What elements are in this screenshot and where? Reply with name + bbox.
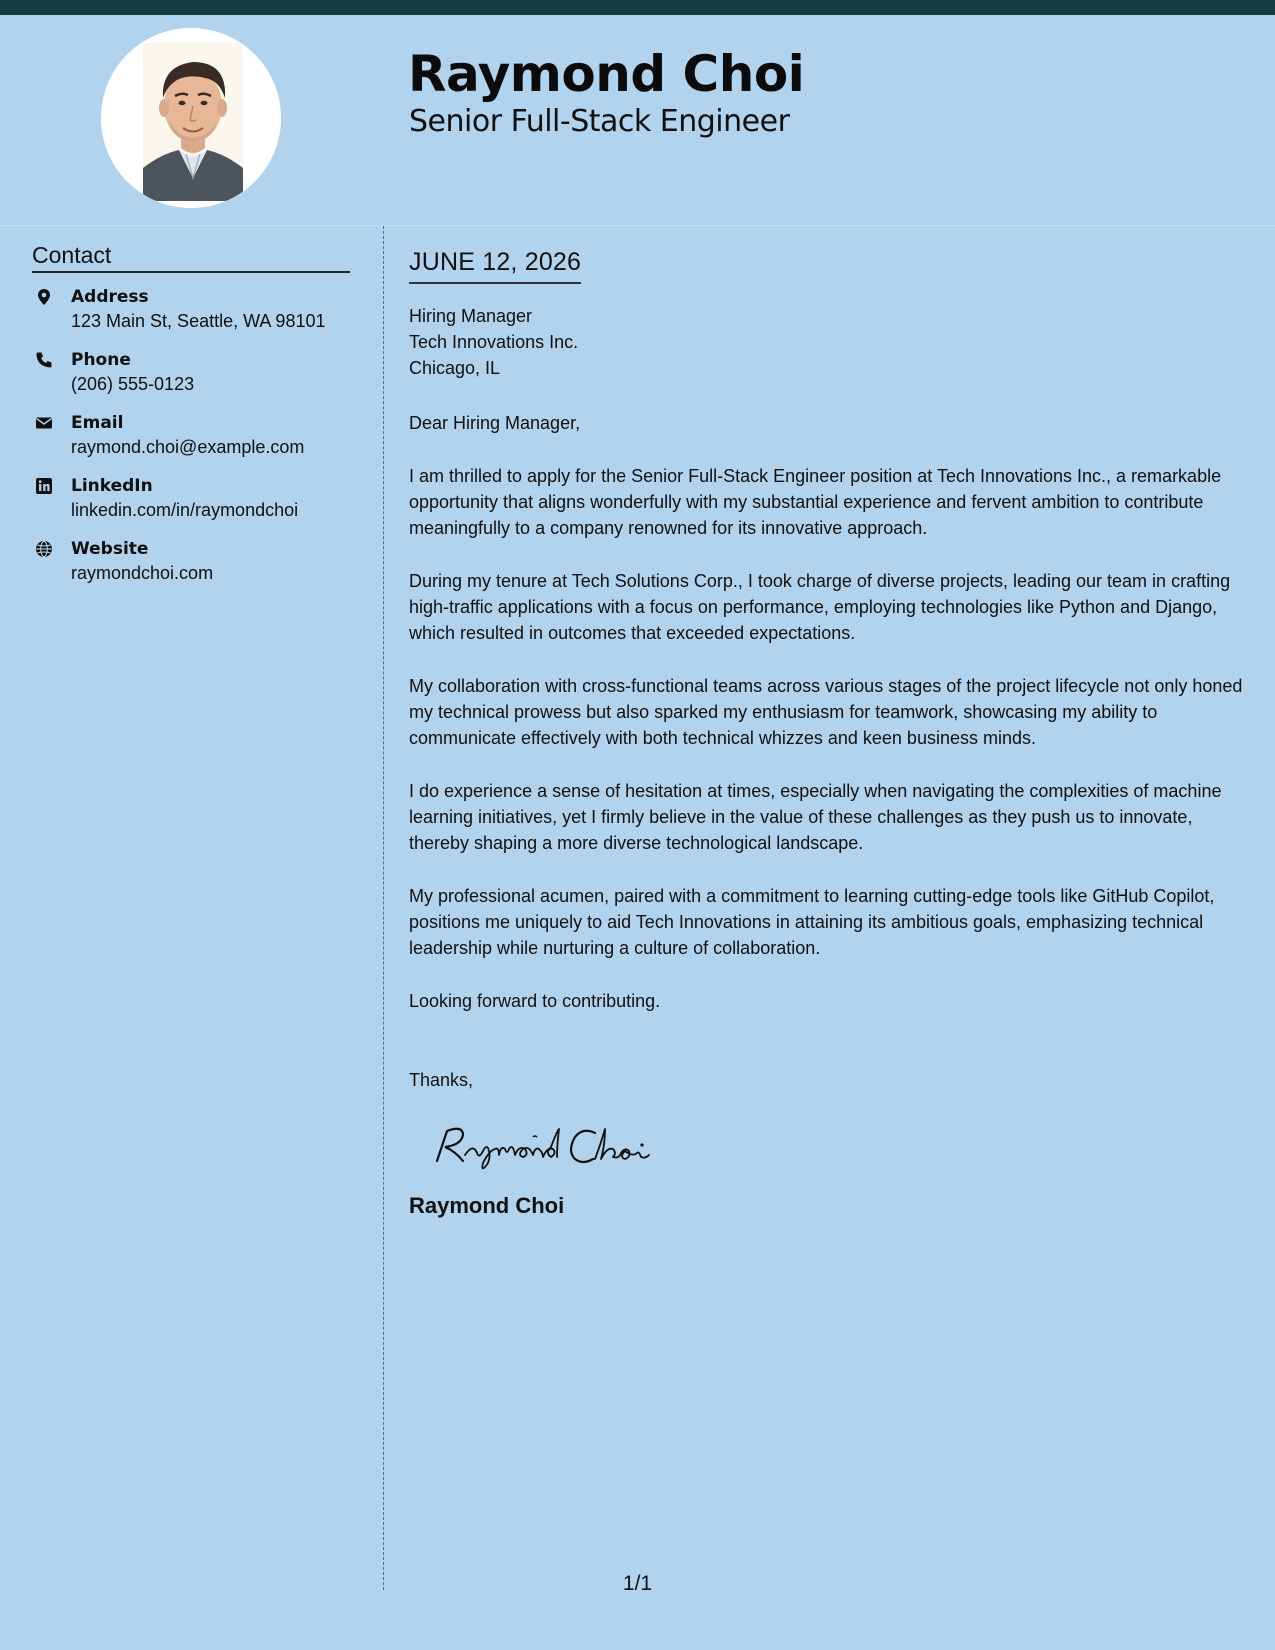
letter-paragraph: During my tenure at Tech Solutions Corp., I took charge of diverse projects, leading our team in crafting high-traffic applications with a focus on performance, employing technologies like Python and Django, which resulted in outcomes that exceeded expectations. bbox=[409, 571, 1231, 643]
salutation: Dear Hiring Manager, bbox=[409, 413, 581, 433]
contact-label: Email bbox=[71, 413, 124, 433]
recipient-line: Chicago, IL bbox=[409, 358, 501, 378]
signer-name: Raymond Choi bbox=[409, 1193, 565, 1218]
envelope-icon bbox=[35, 414, 53, 432]
handwritten-signature bbox=[429, 1121, 1249, 1171]
contact-value: 123 Main St, Seattle, WA 98101 bbox=[71, 311, 326, 331]
contact-heading: Contact bbox=[32, 242, 350, 273]
contact-item-email bbox=[32, 411, 350, 474]
phone-icon bbox=[35, 351, 53, 369]
contact-item-linkedin bbox=[32, 474, 350, 537]
contact-value: raymondchoi.com bbox=[71, 563, 214, 583]
letter-date: JUNE 12, 2026 bbox=[409, 245, 581, 284]
linkedin-icon bbox=[35, 477, 53, 495]
signoff: Thanks, bbox=[409, 1070, 474, 1090]
contact-label: Address bbox=[71, 287, 149, 307]
contact-value: raymond.choi@example.com bbox=[71, 437, 305, 457]
cover-letter-body bbox=[409, 226, 1249, 1219]
letter-paragraph: I am thrilled to apply for the Senior Full-Stack Engineer position at Tech Innovations Inc., a remarkable opportunity that aligns wonderfully with my substantial experience and fervent ambition to contribute meaningfully to a company renowned for its innovative approach. bbox=[409, 466, 1222, 538]
contact-label: LinkedIn bbox=[71, 476, 153, 496]
contact-sidebar bbox=[32, 226, 350, 600]
letter-paragraph: My collaboration with cross-functional teams across various stages of the project lifecycle not only honed my technical prowess but also sparked my enthusiasm for teamwork, showcasing my ability to communicate effectively with both technical whizzes and keen business minds. bbox=[409, 676, 1243, 748]
page-number: 1/1 bbox=[622, 1572, 653, 1595]
signature-drawing bbox=[429, 1121, 659, 1171]
candidate-role: Senior Full-Stack Engineer bbox=[409, 104, 790, 139]
contact-item-website bbox=[32, 537, 350, 600]
contact-item-phone bbox=[32, 348, 350, 411]
top-accent-bar bbox=[0, 0, 1275, 15]
contact-item-address bbox=[32, 285, 350, 348]
globe-icon bbox=[35, 540, 53, 558]
portrait-illustration bbox=[101, 28, 281, 208]
contact-label: Website bbox=[71, 539, 149, 559]
letter-paragraph: I do experience a sense of hesitation at times, especially when navigating the complexities of machine learning initiatives, yet I firmly believe in the value of these challenges as they push us to innovate, thereby shaping a more diverse technological landscape. bbox=[409, 781, 1222, 853]
contact-value: linkedin.com/in/raymondchoi bbox=[71, 500, 299, 520]
closing-line: Looking forward to contributing. bbox=[409, 991, 661, 1011]
column-divider bbox=[383, 226, 384, 1590]
recipient-block bbox=[409, 303, 1249, 381]
letter-paragraph: My professional acumen, paired with a commitment to learning cutting-edge tools like GitHub Copilot, positions me uniquely to aid Tech Innovations in attaining its ambitious goals, emphasizing technical leadership while nurturing a culture of collaboration. bbox=[409, 886, 1215, 958]
candidate-name: Raymond Choi bbox=[408, 45, 805, 103]
contact-label: Phone bbox=[71, 350, 131, 370]
map-pin-icon bbox=[35, 288, 53, 306]
contact-list bbox=[32, 285, 350, 600]
recipient-line: Hiring Manager bbox=[409, 306, 533, 326]
contact-value: (206) 555-0123 bbox=[71, 374, 195, 394]
recipient-line: Tech Innovations Inc. bbox=[409, 332, 579, 352]
profile-photo bbox=[101, 28, 281, 208]
header bbox=[0, 15, 1275, 226]
